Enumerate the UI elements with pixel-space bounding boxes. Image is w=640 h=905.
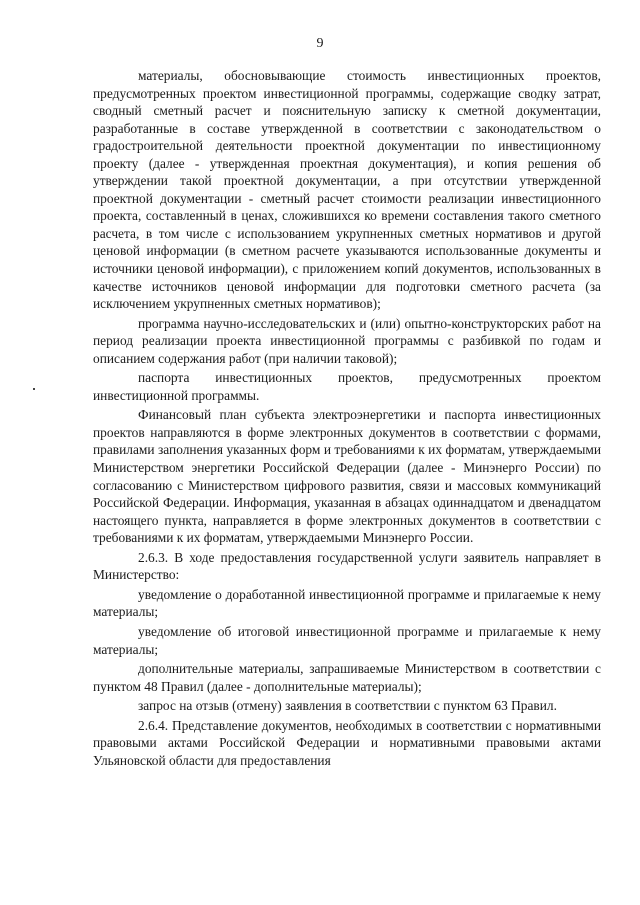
paragraph-revised-program-notice: уведомление о доработанной инвестиционной программе и прилагаемые к нему материалы; bbox=[93, 586, 601, 620]
paragraph-2-6-4: 2.6.4. Представление документов, необходимых в соответствии с нормативными правовыми актами Российской Федерации и нормативными правовыми актами Ульяновской области для предоставления bbox=[93, 717, 601, 768]
paragraph-project-materials: материалы, обосновывающие стоимость инвестиционных проектов, предусмотренных проектом инвестиционной программы, содержащие сводку затрат, сводный сметный расчет и пояснительную записку к сметной документации, разработанные в составе утвержденной в соответствии с законодательством о градостроительной деятельности проектной документации по инвестиционному проекту (далее - утвержденная проектная документация), и копия решения об утверждении такой проектной документации, а при отсутствии утвержденной проектной документации - сметный расчет стоимости реализации инвестиционного проекта, составленный в ценах, сложившихся ко времени составления такого сметного расчета, в том числе с использованием укрупненных сметных нормативов и другой ценовой информации (в сметном расчете указываются использованные документы и источники ценовой информации), с приложением копий документов, использованных в качестве источников ценовой информации для подготовки сметного расчета (за исключением укрупненных сметных нормативов); bbox=[93, 68, 601, 312]
paragraph-research-program: программа научно-исследовательских и (или) опытно-конструкторских работ на период реализации проекта инвестиционной программы с разбивкой по годам и описанием содержания работ (при наличии таковой); bbox=[93, 315, 601, 366]
paragraph-final-program-notice: уведомление об итоговой инвестиционной программе и прилагаемые к нему материалы; bbox=[93, 623, 601, 657]
scan-speck bbox=[33, 388, 35, 390]
paragraph-withdrawal-request: запрос на отзыв (отмену) заявления в соответствии с пунктом 63 Правил. bbox=[138, 698, 557, 714]
document-body bbox=[93, 67, 601, 771]
paragraph-financial-plan: Финансовый план субъекта электроэнергетики и паспорта инвестиционных проектов направляются в форме электронных документов в соответствии с формами, правилами заполнения указанных форм и требованиями к их форматам, утверждаемыми Министерством энергетики Российской Федерации (далее - Минэнерго России) по согласованию с Министерством цифрового развития, связи и массовых коммуникаций Российской Федерации. Информация, указанная в абзацах одиннадцатом и двенадцатом настоящего пункта, направляется в форме электронных документов в соответствии с требованиями к их форматам, утверждаемыми Минэнерго России. bbox=[93, 407, 601, 546]
paragraph-additional-materials: дополнительные материалы, запрашиваемые Министерством в соответствии с пунктом 48 Правил (далее - дополнительные материалы); bbox=[93, 661, 601, 694]
paragraph-2-6-3: 2.6.3. В ходе предоставления государственной услуги заявитель направляет в Министерство: bbox=[93, 549, 601, 583]
paragraph-project-passports: паспорта инвестиционных проектов, предусмотренных проектом инвестиционной программы. bbox=[93, 370, 601, 403]
page-number: 9 bbox=[316, 36, 324, 51]
